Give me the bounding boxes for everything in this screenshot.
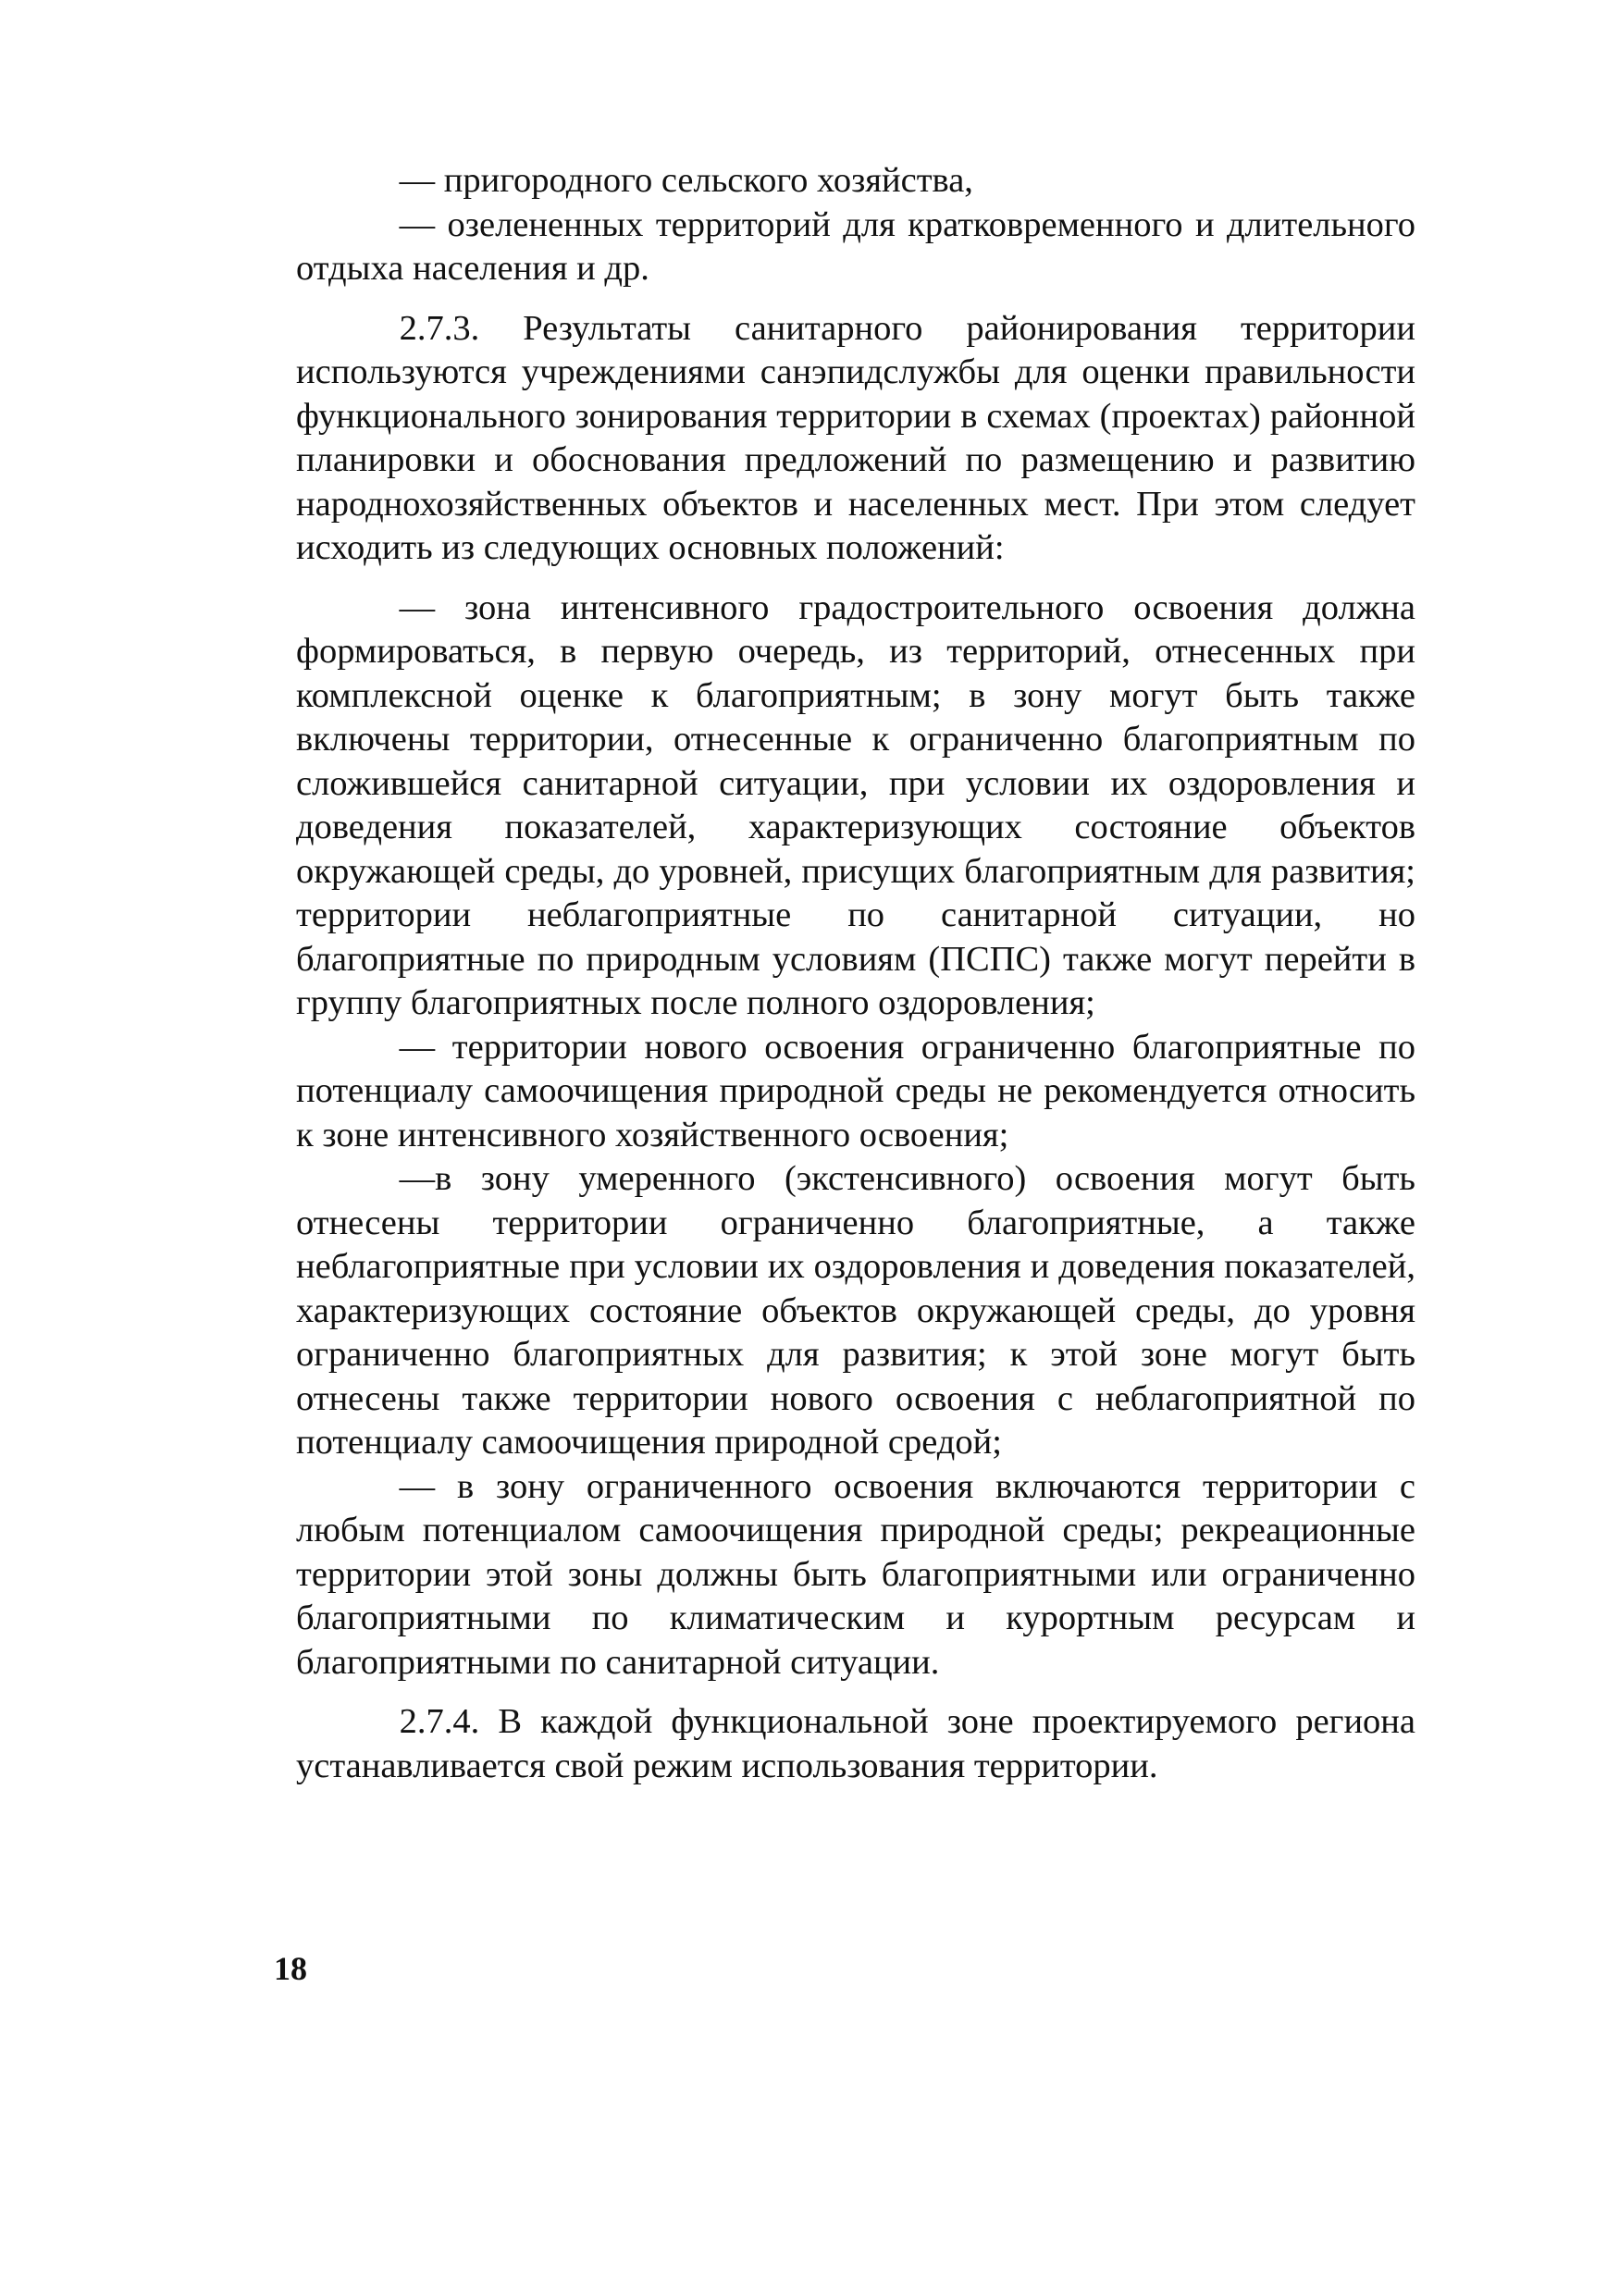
list-item-suburban-agriculture: — пригородного сельского хозяйства,	[399, 161, 973, 200]
page-number: 18	[274, 1950, 307, 1987]
list-item-limited-zone: — в зону ограниченного освоения включаются территории с любым потенциалом самоочищения природной среды; рекреационные территории этой зоны должны быть благоприятными или ограниченно благоприятными по климатическим и курортным ресурсам и благоприятными по санитарной ситуации.	[296, 1466, 1415, 1682]
list-item-green-territories: — озелененных территорий для кратковременного и длительного отдыха населения и др.	[296, 204, 1415, 288]
list-item-new-territories: — территории нового освоения ограниченно благоприятные по потенциалу самоочищения природной среды не рекомендуется относить к зоне интенсивного хозяйственного освоения;	[296, 1027, 1415, 1154]
list-item-moderate-zone: —в зону умеренного (экстенсивного) освоения могут быть отнесены территории ограниченно благоприятные, а также неблагоприятные при условии их оздоровления и доведения показателей, характеризующих состояние объектов окружающей среды, до уровня ограниченно благоприятных для развития; к этой зоне могут быть отнесены также территории нового освоения с неблагоприятной по потенциалу самоочищения природной средой;	[296, 1159, 1415, 1462]
list-item-intensive-zone: — зона интенсивного градостроительного освоения должна формироваться, в первую очередь, из территорий, отнесенных при комплексной оценке к благоприятным; в зону могут быть также включены территории, отнесенные к ограниченно благоприятным по сложившейся санитарной ситуации, при условии их оздоровления и доведения показателей, характеризующих состояние объектов окружающей среды, до уровней, присущих благоприятным для развития; территории неблагоприятные по санитарной ситуации, но благоприятные по природным условиям (ПСПС) также могут перейти в группу благоприятных после полного оздоровления;	[296, 587, 1415, 1022]
section-2-7-3-paragraph: 2.7.3. Результаты санитарного районирования территории используются учреждениями санэпидслужбы для оценки правильности функционального зонирования территории в схемах (проектах) районной планировки и обоснования предложений по размещению и развитию народнохозяйственных объектов и населенных мест. При этом следует исходить из следующих основных положений:	[296, 308, 1415, 567]
section-2-7-4-paragraph: 2.7.4. В каждой функциональной зоне проектируемого региона устанавливается свой режим использования территории.	[296, 1702, 1415, 1785]
document-page	[296, 159, 1415, 1788]
